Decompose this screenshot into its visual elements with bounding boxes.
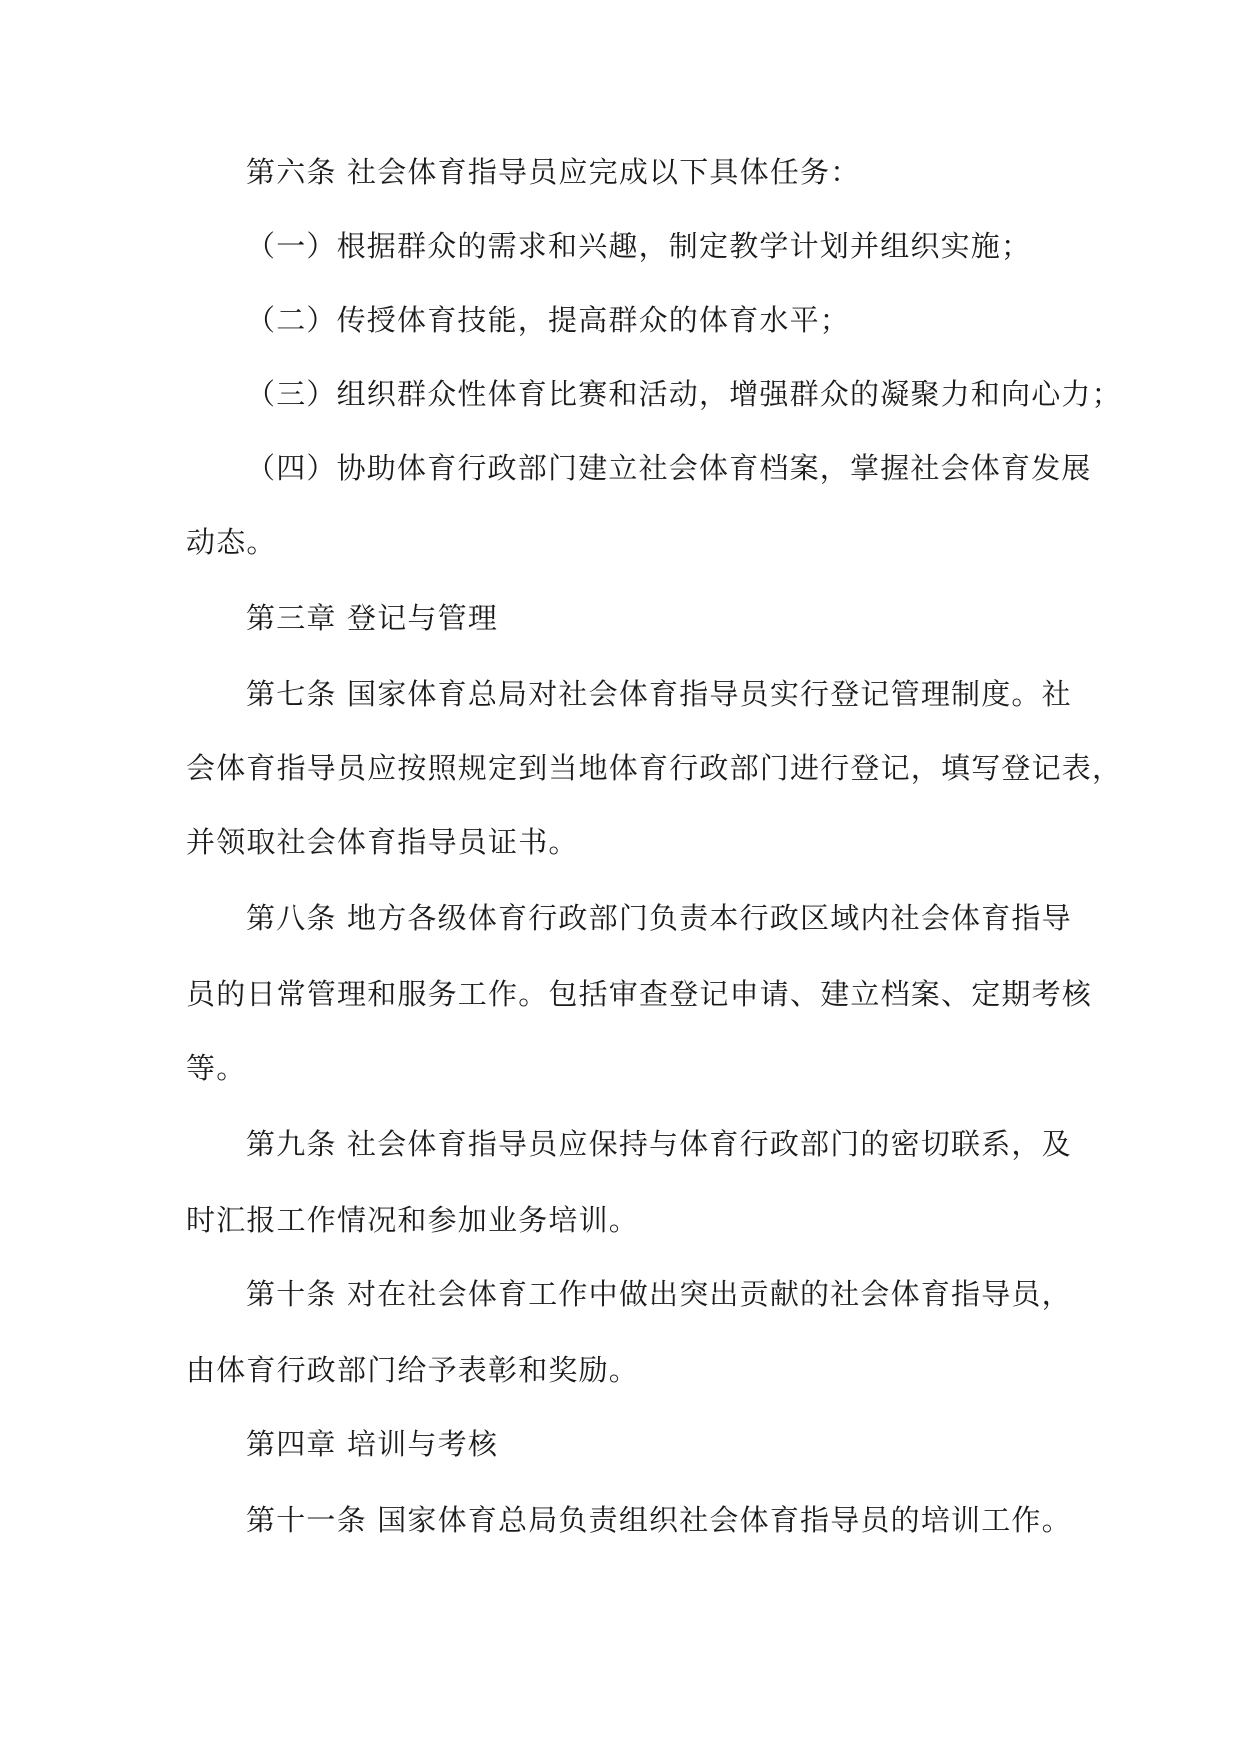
article-7-paragraph-line-2: 会体育指导员应按照规定到当地体育行政部门进行登记，填写登记表，: [186, 751, 1123, 785]
article-8-paragraph-line-3: 等。: [186, 1051, 247, 1085]
chapter-4-heading: 第四章 培训与考核: [246, 1427, 499, 1461]
article-10-paragraph-line-2: 由体育行政部门给予表彰和奖励。: [186, 1353, 640, 1387]
task-item-3: （三）组织群众性体育比赛和活动，增强群众的凝聚力和向心力；: [246, 377, 1122, 411]
article-8-paragraph-line-2: 员的日常管理和服务工作。包括审查登记申请、建立档案、定期考核: [186, 977, 1093, 1011]
article-7-paragraph: 第七条 国家体育总局对社会体育指导员实行登记管理制度。社: [246, 677, 1072, 711]
chapter-3-heading: 第三章 登记与管理: [246, 601, 499, 635]
article-11-paragraph: 第十一条 国家体育总局负责组织社会体育指导员的培训工作。: [246, 1503, 1072, 1537]
task-item-4-continued: 动态。: [186, 525, 277, 559]
article-10-paragraph: 第十条 对在社会体育工作中做出突出贡献的社会体育指导员，: [246, 1277, 1072, 1311]
task-item-2: （二）传授体育技能，提高群众的体育水平；: [246, 303, 851, 337]
article-6-heading: 第六条 社会体育指导员应完成以下具体任务：: [246, 155, 861, 189]
article-9-paragraph: 第九条 社会体育指导员应保持与体育行政部门的密切联系，及: [246, 1127, 1072, 1161]
task-item-4: （四）协助体育行政部门建立社会体育档案，掌握社会体育发展: [246, 451, 1092, 485]
article-9-paragraph-line-2: 时汇报工作情况和参加业务培训。: [186, 1203, 640, 1237]
task-item-1: （一）根据群众的需求和兴趣，制定教学计划并组织实施；: [246, 229, 1032, 263]
article-8-paragraph: 第八条 地方各级体育行政部门负责本行政区域内社会体育指导: [246, 901, 1072, 935]
article-7-paragraph-line-3: 并领取社会体育指导员证书。: [186, 825, 579, 859]
